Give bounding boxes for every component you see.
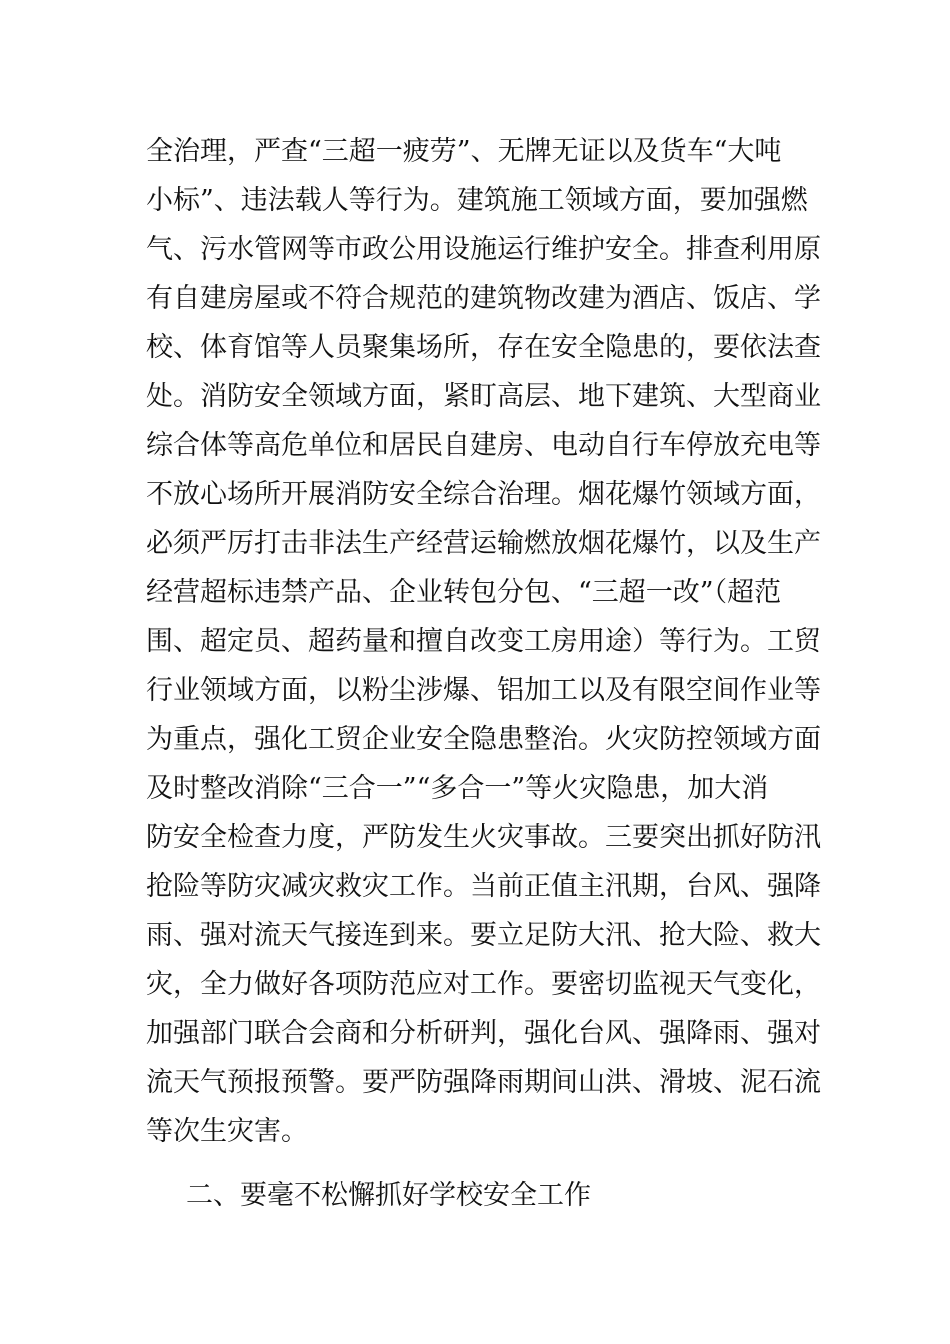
text-line: 为重点，强化工贸企业安全隐患整治。火灾防控领域方面 (146, 724, 821, 755)
text-line: 处。消防安全领域方面，紧盯高层、地下建筑、大型商业 (146, 381, 821, 412)
text-line: 校、体育馆等人员聚集场所，存在安全隐患的，要依法查 (146, 332, 821, 363)
text-line: 围、超定员、超药量和擅自改变工房用途）等行为。工贸 (146, 626, 821, 657)
text-line: 经营超标违禁产品、企业转包分包、“三超一改”（超范 (146, 577, 782, 608)
text-line: 有自建房屋或不符合规范的建筑物改建为酒店、饭店、学 (146, 283, 821, 314)
text-line: 全治理，严查“三超一疲劳”、无牌无证以及货车“大吨 (146, 136, 782, 167)
text-line: 及时整改消除“三合一”“多合一”等火灾隐患，加大消 (146, 773, 769, 804)
text-line: 气、污水管网等市政公用设施运行维护安全。排查利用原 (146, 234, 821, 265)
text-line: 小标”、违法载人等行为。建筑施工领域方面，要加强燃 (146, 185, 808, 216)
text-line: 必须严厉打击非法生产经营运输燃放烟花爆竹，以及生产 (146, 528, 821, 559)
text-line: 灾，全力做好各项防范应对工作。要密切监视天气变化， (146, 969, 821, 1000)
text-line: 防安全检查力度，严防发生火灾事故。三要突出抓好防汛 (146, 822, 821, 853)
text-line: 流天气预报预警。要严防强降雨期间山洪、滑坡、泥石流 (146, 1067, 821, 1098)
text-line: 行业领域方面，以粉尘涉爆、铝加工以及有限空间作业等 (146, 675, 821, 706)
text-line: 等次生灾害。 (146, 1116, 308, 1147)
section-heading: 二、要毫不松懈抓好学校安全工作 (186, 1180, 591, 1211)
text-line: 加强部门联合会商和分析研判，强化台风、强降雨、强对 (146, 1018, 821, 1049)
text-line: 抢险等防灾减灾救灾工作。当前正值主汛期，台风、强降 (146, 871, 821, 902)
text-line: 不放心场所开展消防安全综合治理。烟花爆竹领域方面， (146, 479, 821, 510)
text-line: 雨、强对流天气接连到来。要立足防大汛、抢大险、救大 (146, 920, 821, 951)
text-line: 综合体等高危单位和居民自建房、电动自行车停放充电等 (146, 430, 821, 461)
body-paragraph (146, 127, 826, 1156)
